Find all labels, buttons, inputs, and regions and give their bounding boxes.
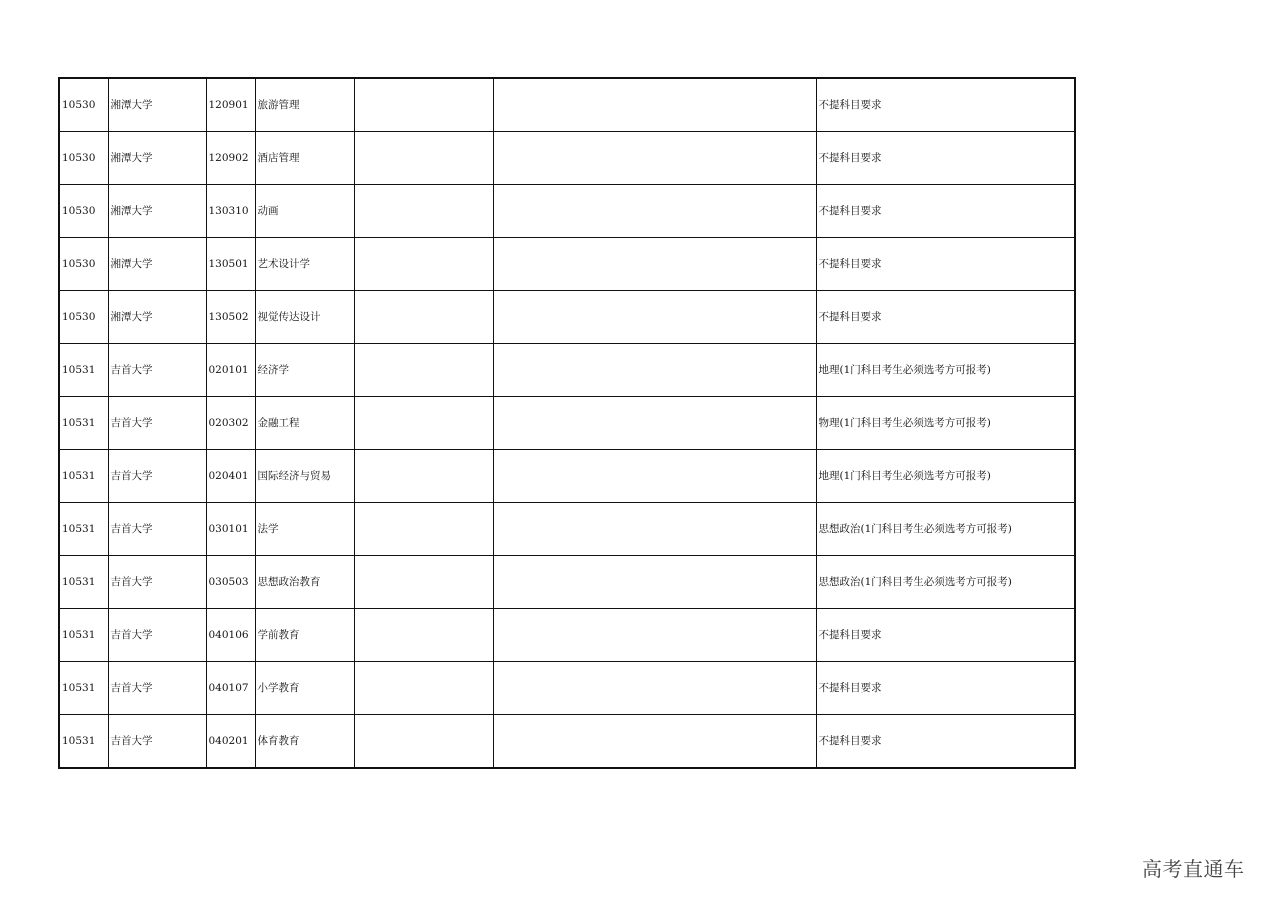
blank-cell <box>354 291 493 344</box>
subject-requirement-cell: 不提科目要求 <box>816 185 1075 238</box>
major-name-cell: 酒店管理 <box>255 132 354 185</box>
watermark-text: 高考直通车 <box>1142 857 1245 881</box>
blank-cell <box>493 450 816 503</box>
blank-cell <box>354 556 493 609</box>
blank-cell <box>354 397 493 450</box>
table-row <box>59 78 1075 132</box>
institution-name-cell: 吉首大学 <box>108 503 206 556</box>
major-code-cell: 030503 <box>206 556 255 609</box>
major-code-cell: 040107 <box>206 662 255 715</box>
major-code-cell: 130310 <box>206 185 255 238</box>
table-row <box>59 238 1075 291</box>
subject-requirements-table <box>58 77 1076 769</box>
blank-cell <box>354 185 493 238</box>
blank-cell <box>354 78 493 132</box>
table-row <box>59 344 1075 397</box>
major-code-cell: 120902 <box>206 132 255 185</box>
major-code-cell: 020401 <box>206 450 255 503</box>
institution-name-cell: 吉首大学 <box>108 609 206 662</box>
subject-requirement-cell: 地理(1门科目考生必须选考方可报考) <box>816 344 1075 397</box>
blank-cell <box>493 238 816 291</box>
major-code-cell: 130502 <box>206 291 255 344</box>
table-row <box>59 556 1075 609</box>
major-code-cell: 040106 <box>206 609 255 662</box>
institution-code-cell: 10531 <box>59 662 108 715</box>
institution-code-cell: 10531 <box>59 397 108 450</box>
institution-code-cell: 10531 <box>59 556 108 609</box>
institution-name-cell: 吉首大学 <box>108 397 206 450</box>
institution-name-cell: 湘潭大学 <box>108 132 206 185</box>
subject-requirement-cell: 不提科目要求 <box>816 78 1075 132</box>
institution-name-cell: 吉首大学 <box>108 662 206 715</box>
blank-cell <box>493 344 816 397</box>
blank-cell <box>354 662 493 715</box>
institution-name-cell: 湘潭大学 <box>108 185 206 238</box>
table-row <box>59 715 1075 769</box>
blank-cell <box>493 662 816 715</box>
subject-requirement-cell: 思想政治(1门科目考生必须选考方可报考) <box>816 503 1075 556</box>
major-name-cell: 体育教育 <box>255 715 354 769</box>
institution-code-cell: 10531 <box>59 344 108 397</box>
subject-requirement-cell: 不提科目要求 <box>816 609 1075 662</box>
institution-name-cell: 吉首大学 <box>108 715 206 769</box>
table-row <box>59 503 1075 556</box>
institution-code-cell: 10530 <box>59 291 108 344</box>
institution-name-cell: 湘潭大学 <box>108 291 206 344</box>
institution-name-cell: 湘潭大学 <box>108 78 206 132</box>
subject-requirement-cell: 思想政治(1门科目考生必须选考方可报考) <box>816 556 1075 609</box>
blank-cell <box>354 238 493 291</box>
table-row <box>59 132 1075 185</box>
major-code-cell: 020302 <box>206 397 255 450</box>
institution-code-cell: 10531 <box>59 715 108 769</box>
major-code-cell: 020101 <box>206 344 255 397</box>
major-name-cell: 动画 <box>255 185 354 238</box>
major-code-cell: 120901 <box>206 78 255 132</box>
subject-requirement-cell: 地理(1门科目考生必须选考方可报考) <box>816 450 1075 503</box>
blank-cell <box>354 503 493 556</box>
major-name-cell: 金融工程 <box>255 397 354 450</box>
blank-cell <box>493 556 816 609</box>
table-row <box>59 185 1075 238</box>
table-body <box>59 78 1075 768</box>
major-name-cell: 旅游管理 <box>255 78 354 132</box>
institution-name-cell: 吉首大学 <box>108 450 206 503</box>
institution-code-cell: 10530 <box>59 132 108 185</box>
subject-requirement-cell: 不提科目要求 <box>816 662 1075 715</box>
major-name-cell: 思想政治教育 <box>255 556 354 609</box>
table-row <box>59 397 1075 450</box>
institution-code-cell: 10530 <box>59 238 108 291</box>
major-code-cell: 130501 <box>206 238 255 291</box>
institution-name-cell: 吉首大学 <box>108 344 206 397</box>
blank-cell <box>354 132 493 185</box>
blank-cell <box>493 78 816 132</box>
major-code-cell: 040201 <box>206 715 255 769</box>
blank-cell <box>493 609 816 662</box>
blank-cell <box>493 132 816 185</box>
table-row <box>59 291 1075 344</box>
major-name-cell: 经济学 <box>255 344 354 397</box>
major-code-cell: 030101 <box>206 503 255 556</box>
blank-cell <box>493 291 816 344</box>
institution-code-cell: 10530 <box>59 78 108 132</box>
institution-code-cell: 10531 <box>59 450 108 503</box>
major-name-cell: 视觉传达设计 <box>255 291 354 344</box>
blank-cell <box>493 503 816 556</box>
subject-requirement-cell: 不提科目要求 <box>816 291 1075 344</box>
major-name-cell: 国际经济与贸易 <box>255 450 354 503</box>
table-row <box>59 609 1075 662</box>
table-row <box>59 662 1075 715</box>
institution-code-cell: 10531 <box>59 503 108 556</box>
major-name-cell: 学前教育 <box>255 609 354 662</box>
blank-cell <box>354 715 493 769</box>
institution-name-cell: 湘潭大学 <box>108 238 206 291</box>
blank-cell <box>493 185 816 238</box>
subject-requirement-cell: 不提科目要求 <box>816 715 1075 769</box>
institution-code-cell: 10530 <box>59 185 108 238</box>
subject-requirement-cell: 不提科目要求 <box>816 132 1075 185</box>
blank-cell <box>354 344 493 397</box>
major-name-cell: 艺术设计学 <box>255 238 354 291</box>
subject-requirement-cell: 物理(1门科目考生必须选考方可报考) <box>816 397 1075 450</box>
major-name-cell: 法学 <box>255 503 354 556</box>
institution-code-cell: 10531 <box>59 609 108 662</box>
blank-cell <box>354 450 493 503</box>
table-row <box>59 450 1075 503</box>
institution-name-cell: 吉首大学 <box>108 556 206 609</box>
blank-cell <box>493 397 816 450</box>
blank-cell <box>493 715 816 769</box>
blank-cell <box>354 609 493 662</box>
subject-requirement-cell: 不提科目要求 <box>816 238 1075 291</box>
major-name-cell: 小学教育 <box>255 662 354 715</box>
